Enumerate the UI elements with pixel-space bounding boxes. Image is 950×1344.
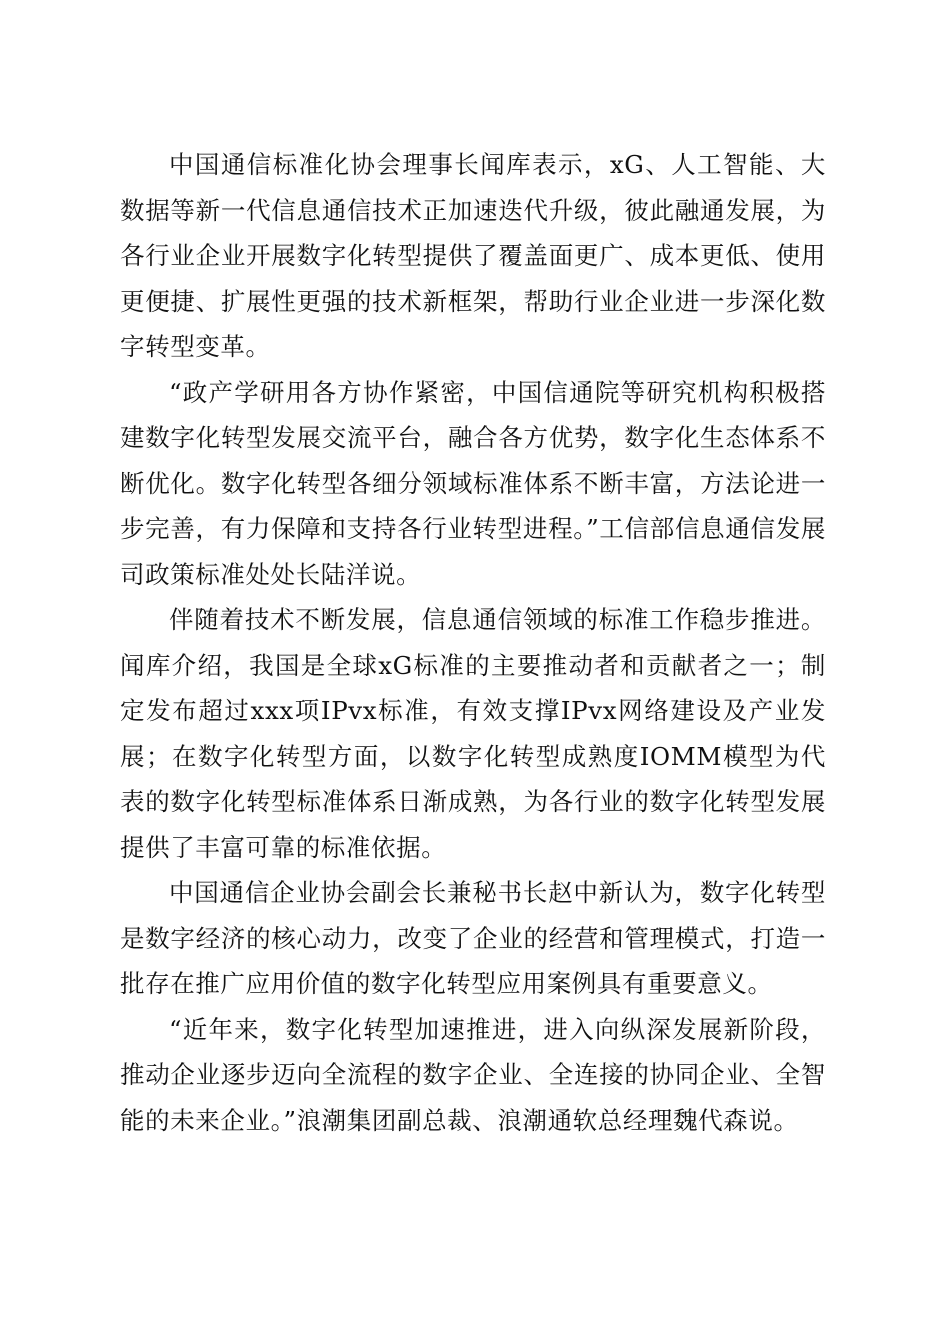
paragraph-5: “近年来，数字化转型加速推进，进入向纵深发展新阶段，推动企业逐步迈向全流程的数字企业、全连接的协同企业、全智能的未来企业。”浪潮集团副总裁、浪潮通软总经理魏代森说。 xyxy=(120,1014,826,1135)
paragraph-3: 伴随着技术不断发展，信息通信领域的标准工作稳步推进。闻库介绍，我国是全球xG标准的主要推动者和贡献者之一；制定发布超过xxx项IPvx标准，有效支撑IPvx网络建设及产业发展；在数字化转型方面，以数字化转型成熟度IOMM模型为代表的数字化转型标准体系日渐成熟，为各行业的数字化转型发展提供了丰富可靠的标准依据。 xyxy=(120,605,826,862)
paragraph-4: 中国通信企业协会副会长兼秘书长赵中新认为，数字化转型是数字经济的核心动力，改变了企业的经营和管理模式，打造一批存在推广应用价值的数字化转型应用案例具有重要意义。 xyxy=(120,878,826,998)
document-page xyxy=(120,142,826,1143)
paragraph-2: “政产学研用各方协作紧密，中国信通院等研究机构积极搭建数字化转型发展交流平台，融合各方优势，数字化生态体系不断优化。数字化转型各细分领域标准体系不断丰富，方法论进一步完善，有力保障和支持各行业转型进程。”工信部信息通信发展司政策标准处处长陆洋说。 xyxy=(120,377,826,589)
paragraph-1: 中国通信标准化协会理事长闻库表示，xG、人工智能、大数据等新一代信息通信技术正加速迭代升级，彼此融通发展，为各行业企业开展数字化转型提供了覆盖面更广、成本更低、使用更便捷、扩展性更强的技术新框架，帮助行业企业进一步深化数字转型变革。 xyxy=(120,150,826,361)
